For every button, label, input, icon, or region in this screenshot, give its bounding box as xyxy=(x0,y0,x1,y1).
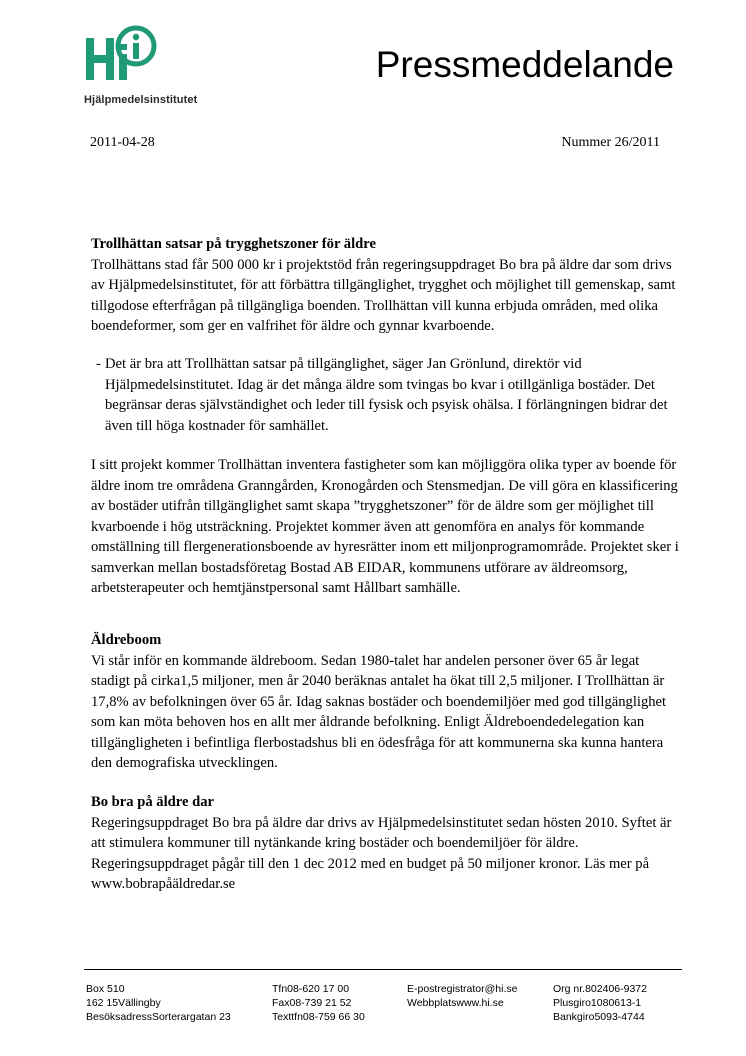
footer-line: Org nr.802406-9372 xyxy=(553,983,647,995)
quote-dash: - xyxy=(96,356,101,372)
footer-line: Tfn08-620 17 00 xyxy=(272,983,350,995)
article-intro xyxy=(91,234,681,337)
footer-website: Webbplatswww.hi.se xyxy=(407,997,504,1009)
hi-logo xyxy=(84,24,224,108)
section-bo-bra-text: Regeringsuppdraget Bo bra på äldre dar drivs av Hjälpmedelsinstitutet sedan hösten 2010. Syftet är att stimulera kommuner till nytänkande kring bostäder och boendemiljöer för äldre. Regeringsuppdraget pågår till den 1 dec 2012 med en budget på 50 miljoner kronor. Läs mer på www.bobrapåäldredar.se xyxy=(91,814,672,892)
project-paragraph: I sitt projekt kommer Trollhättan inventera fastigheter som kan möjliggöra olika typer av boende för äldre inom tre områdena Granngården, Kronogården och Stensmedjan. De vill göra en klassificering av bostäder utifrån tillgänglighet samt skapa ”trygghetszoner” för de äldre som ger möjlighet till kvarboende i hög utsträckning. Projektet kommer även att genomföra en analys för kommande omställning till flergenerationsboende av hyresrätter inom ett miljonprogramområde. Projektet sker i samverkan mellan bostadsföretag Bostad AB EIDAR, kommunens utförare av äldreomsorg, arbetsterapeuter och hemtjänstpersonal samt Hållbart samhälle. xyxy=(91,457,679,596)
footer-web xyxy=(407,982,517,1010)
quote-paragraph: Det är bra att Trollhättan satsar på tillgänglighet, säger Jan Grönlund, direktör vid Hjälpmedelsinstitutet. Idag är det många äldre som tvingas bo kvar i otillgänliga bostäder. Det begränsar deras självständighet och leder till fysisk och psyisk ohälsa. I förlängningen bidrar det även till höga kostnader för samhället. xyxy=(105,356,668,434)
footer-address xyxy=(86,982,231,1024)
section-bo-bra xyxy=(91,792,681,895)
footer-line: Box 510 xyxy=(86,983,125,995)
footer-line: Texttfn08-759 66 30 xyxy=(272,1011,365,1023)
footer-phone xyxy=(272,982,365,1024)
section-aldreboom xyxy=(91,630,681,774)
quote-block xyxy=(91,354,681,436)
footer-line: Fax08-739 21 52 xyxy=(272,997,352,1009)
date: 2011-04-28 xyxy=(90,135,155,150)
section-aldreboom-text: Vi står inför en kommande äldreboom. Sedan 1980-talet har andelen personer över 65 år legat stadigt på cirka1,5 miljoner, men år 2040 beräknas antalet ha ökat till 2,5 miljoner. I Trollhättan är 17,8% av befolkningen över 65 år. Idag saknas bostäder och boendemiljöer med god tillgänglighet som kan möta behoven hos en allt mer åldrande befolkning. Enligt Äldreboendedelegation kan tillgängligheten i befintliga flerbostadshus bli en ödesfråga för att kommunerna ska kunna hantera den demografiska utvecklingen. xyxy=(91,652,667,771)
section-bo-bra-title: Bo bra på äldre dar xyxy=(91,794,214,810)
article-title: Trollhättan satsar på trygghetszoner för äldre xyxy=(91,236,376,252)
intro-paragraph: Trollhättans stad får 500 000 kr i projektstöd från regeringsuppdraget Bo bra på äldre dar som drivs av Hjälpmedelsinstitutet, för att förbättra tillgänglighet, trygghet och möjlighet till gemenskap, samt tillgodose efterfrågan på tillgängliga boenden. Trollhättan vill kunna erbjuda områden, med olika boendeformer, som ger en valfrihet för äldre och gynnar kvarboende. xyxy=(91,256,676,334)
paragraph-project xyxy=(91,455,681,599)
footer-divider xyxy=(84,969,682,970)
release-number: Nummer 26/2011 xyxy=(561,135,660,150)
footer-line: 162 15Vällingby xyxy=(86,997,161,1009)
footer-line: BesöksadressSorterargatan 23 xyxy=(86,1011,231,1023)
hi-logo-mark xyxy=(84,24,164,88)
logo-text: Hjälpmedelsinstitutet xyxy=(84,94,198,106)
footer-line: Plusgiro1080613-1 xyxy=(553,997,642,1009)
footer-email: E-postregistrator@hi.se xyxy=(407,983,518,995)
footer-bank xyxy=(553,982,647,1024)
footer-line: Bankgiro5093-4744 xyxy=(553,1011,645,1023)
section-aldreboom-title: Äldreboom xyxy=(91,632,162,648)
document-type: Pressmeddelande xyxy=(375,44,674,85)
